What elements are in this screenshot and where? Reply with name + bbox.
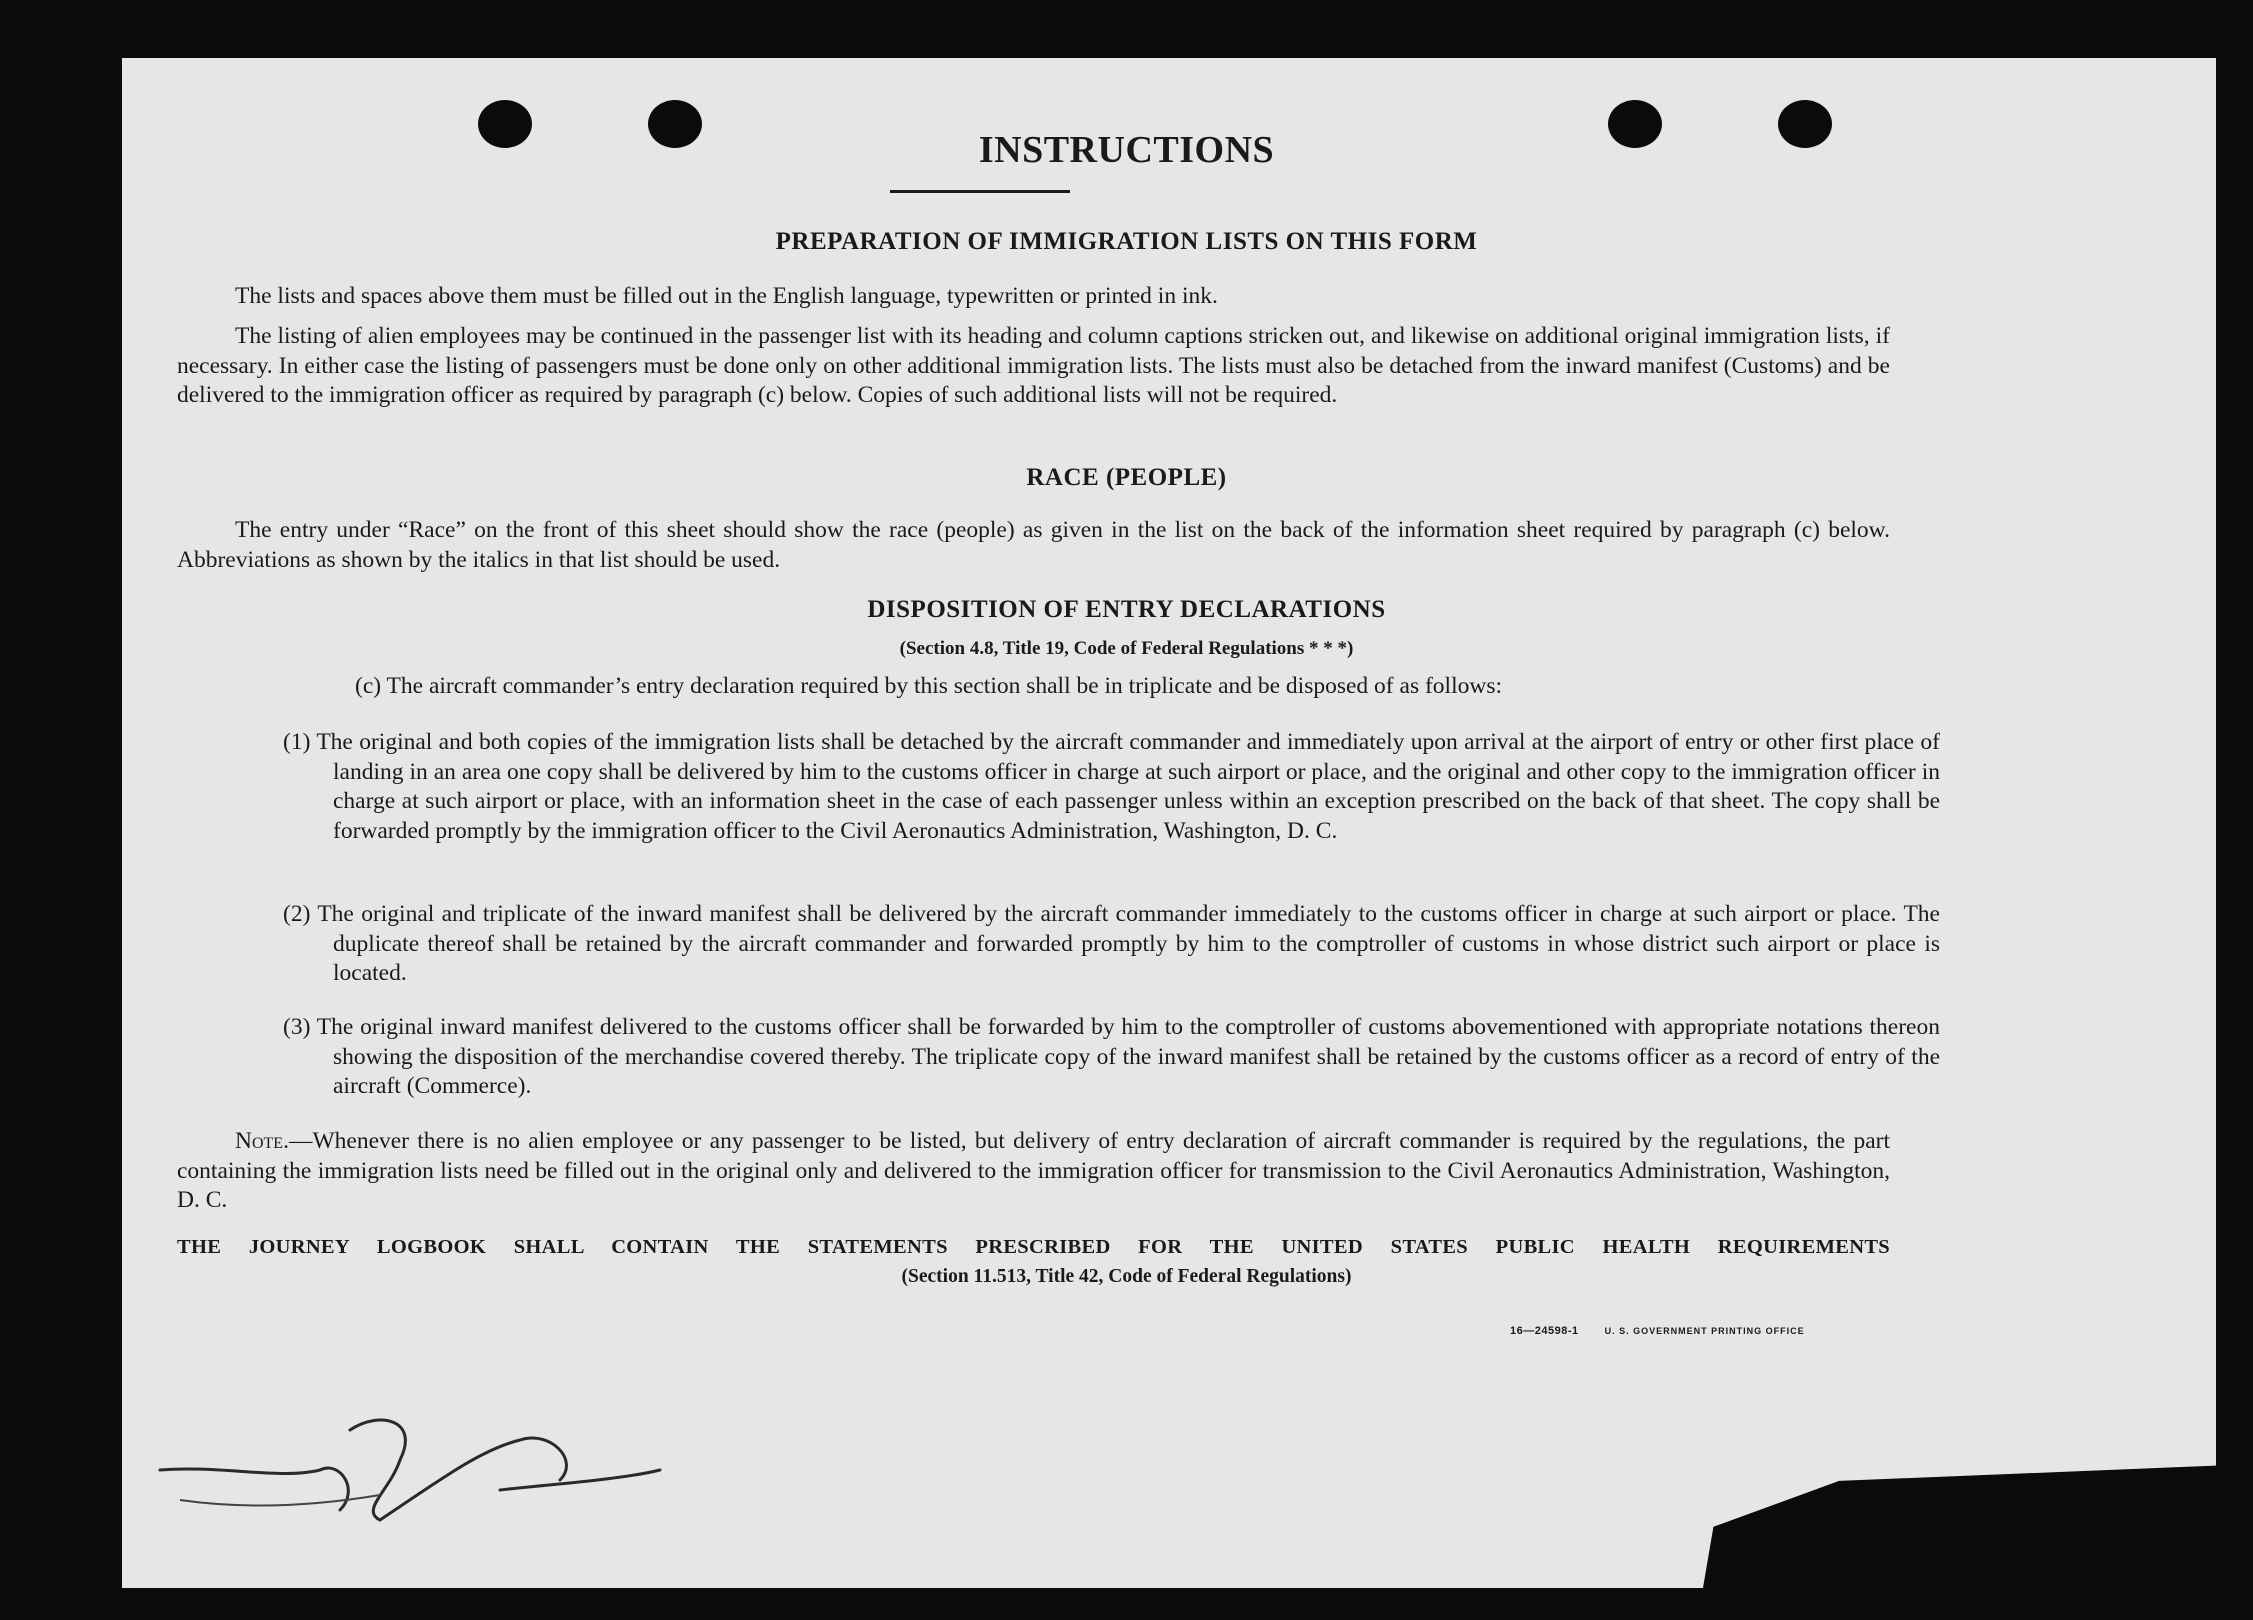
preparation-paragraph-1: The lists and spaces above them must be filled out in the English language, typewritten or printed in ink.: [235, 283, 1218, 309]
note-text: —Whenever there is no alien employee or any passenger to be listed, but delivery of entry declaration of aircraft commander is required by the regulations, the part containing the immigration lists need be filled out in the original only and delivered to the immigration officer for transmission to the Civil Aeronautics Administration, Washington, D. C.: [177, 1128, 1890, 1213]
note-label: Note.: [235, 1128, 289, 1154]
section-heading-preparation: PREPARATION OF IMMIGRATION LISTS ON THIS FORM: [775, 228, 1478, 255]
public-health-requirement: THE JOURNEY LOGBOOK SHALL CONTAIN THE STATEMENTS PRESCRIBED FOR THE UNITED STATES PUBLIC HEALTH REQUIREMENTS: [177, 1236, 1890, 1258]
disposition-item-3: (3) The original inward manifest delivered to the customs officer shall be forwarded by him to the comptroller of customs abovementioned with appropriate notations thereon showing the disposition of the merchandise covered thereby. The triplicate copy of the inward manifest shall be retained by the customs officer as a record of entry of the aircraft (Commerce).: [283, 1014, 1940, 1099]
title-divider: [890, 190, 1070, 193]
disposition-citation: (Section 4.8, Title 19, Code of Federal Regulations * * *): [899, 638, 1354, 659]
printing-office: U. S. GOVERNMENT PRINTING OFFICE: [1604, 1326, 1805, 1336]
public-health-citation: (Section 11.513, Title 42, Code of Federal Regulations): [901, 1266, 1352, 1287]
page-title: INSTRUCTIONS: [978, 129, 1275, 171]
section-heading-disposition: DISPOSITION OF ENTRY DECLARATIONS: [867, 596, 1386, 623]
disposition-intro: (c) The aircraft commander’s entry declaration required by this section shall be in triplicate and be disposed of as follows:: [355, 673, 1502, 699]
disposition-item-1: (1) The original and both copies of the immigration lists shall be detached by the aircraft commander and immediately upon arrival at the airport of entry or other first place of landing in an area one copy shall be delivered by him to the customs officer in charge at such airport or place, and the original and other copy to the immigration officer in charge at such airport or place, with an information sheet in the case of each passenger unless within an exception prescribed on the back of that sheet. The copy shall be forwarded promptly by the immigration officer to the Civil Aeronautics Administration, Washington, D. C.: [283, 729, 1940, 844]
printer-imprint: [1510, 1325, 1805, 1337]
disposition-item-2: (2) The original and triplicate of the inward manifest shall be delivered by the aircraft commander immediately to the customs officer in charge at such airport or place. The duplicate thereof shall be retained by the aircraft commander and forwarded promptly by him to the comptroller of customs in whose district such airport or place is located.: [283, 901, 1940, 986]
form-number: 16—24598-1: [1510, 1325, 1579, 1337]
signature-scribble: [20, 1370, 720, 1550]
section-heading-race: RACE (PEOPLE): [1026, 464, 1227, 491]
preparation-paragraph-2: The listing of alien employees may be continued in the passenger list with its heading and column captions stricken out, and likewise on additional original immigration lists, if necessary. In either case the listing of passengers must be done only on other additional immigration lists. The lists must also be detached from the inward manifest (Customs) and be delivered to the immigration officer as required by paragraph (c) below. Copies of such additional lists will not be required.: [177, 323, 1890, 408]
race-paragraph: The entry under “Race” on the front of this sheet should show the race (people) as given in the list on the back of the information sheet required by paragraph (c) below. Abbreviations as shown by the italics in that list should be used.: [177, 517, 1890, 573]
note-paragraph: [177, 1127, 1890, 1216]
